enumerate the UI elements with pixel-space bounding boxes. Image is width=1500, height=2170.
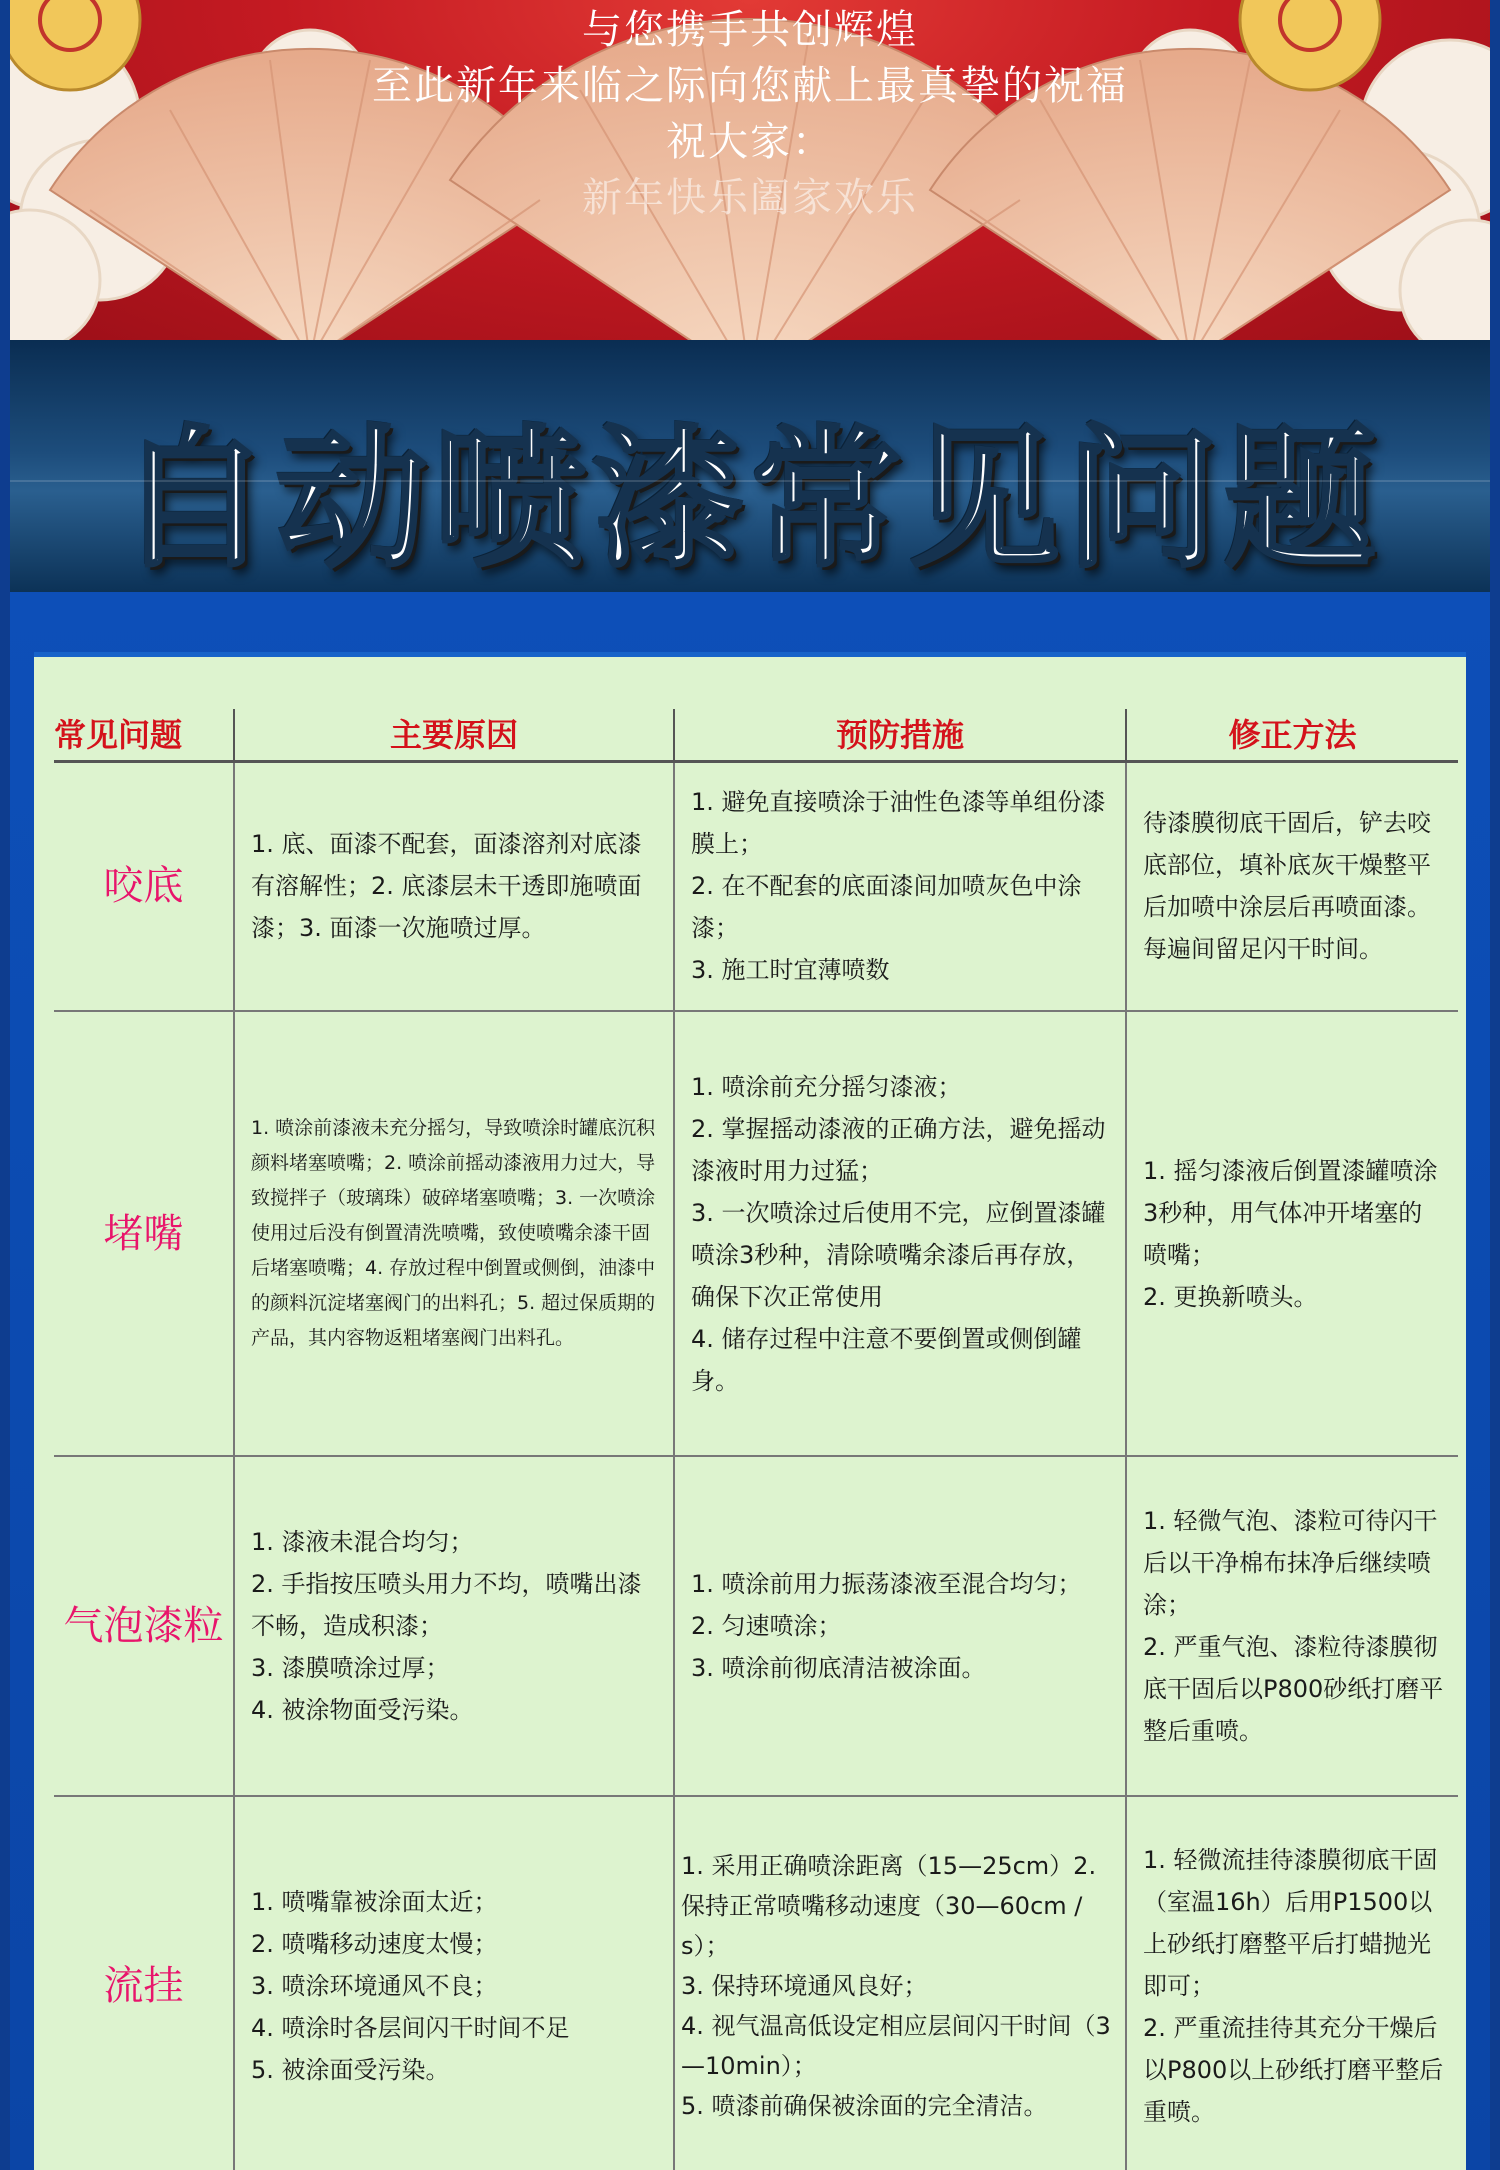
- causes-cell: 1. 喷涂前漆液未充分摇匀，导致喷涂时罐底沉积颜料堵塞喷嘴；2. 喷涂前摇动漆液用力过大，导致搅拌子（玻璃珠）破碎堵塞喷嘴；3. 一次喷涂使用过后没有倒置清洗喷嘴，致使喷嘴余漆干固后堵塞喷嘴；4. 存放过程中倒置或侧倒，油漆中的颜料沉淀堵塞阀门的出料孔；5. 超过保质期的产品，其内容物返粗堵塞阀门出料孔。: [234, 1011, 674, 1456]
- prevention-item: 2. 匀速喷涂；: [691, 1612, 842, 1640]
- fix-item: 1. 摇匀漆液后倒置漆罐喷涂3秒种，用气体冲开堵塞的喷嘴；: [1143, 1156, 1438, 1269]
- table-row: [54, 761, 1458, 1011]
- greeting-line-4: 新年快乐阖家欢乐: [582, 175, 918, 221]
- faq-card: [34, 652, 1466, 2170]
- issue-cell: 流挂: [54, 1796, 234, 2170]
- prevention-item: 2. 掌握摇动漆液的正确方法，避免摇动漆液时用力过猛；: [691, 1114, 1106, 1185]
- causes-cell: 1. 底、面漆不配套，面漆溶剂对底漆有溶解性；2. 底漆层未干透即施喷面漆；3. 面漆一次施喷过厚。: [234, 761, 674, 1011]
- cause-item: 4. 喷涂时各层间闪干时间不足: [251, 2013, 570, 2042]
- header-fix: 修正方法: [1126, 709, 1458, 761]
- table-row: [54, 1456, 1458, 1796]
- prevention-item: 3. 保持环境通风良好；: [681, 1971, 928, 2000]
- cause-item: 4. 被涂物面受污染。: [251, 1696, 474, 1724]
- cause-item: 2. 手指按压喷头用力不均，喷嘴出漆不畅，造成积漆；: [251, 1570, 642, 1640]
- table-row: [54, 1011, 1458, 1456]
- prevention-cell: [674, 1011, 1126, 1456]
- cause-item: 1. 漆液未混合均匀；: [251, 1528, 474, 1556]
- greeting-line-1: 与您携手共创辉煌: [582, 7, 918, 53]
- table-header-row: [54, 709, 1458, 761]
- greeting-line-3: 祝大家：: [666, 119, 834, 165]
- new-year-banner: [10, 0, 1490, 340]
- causes-cell: [234, 1796, 674, 2170]
- prevention-item: 4. 储存过程中注意不要倒置或侧倒罐身。: [691, 1324, 1082, 1395]
- fix-item: 2. 严重流挂待其充分干燥后以P800以上砂纸打磨平整后重喷。: [1143, 2013, 1444, 2126]
- causes-cell: [234, 1456, 674, 1796]
- header-causes: 主要原因: [234, 709, 674, 761]
- prevention-cell: [674, 761, 1126, 1011]
- prevention-cell: [674, 1796, 1126, 2170]
- fix-cell: [1126, 1796, 1458, 2170]
- prevention-item: 1. 避免直接喷涂于油性色漆等单组份漆膜上；: [691, 788, 1106, 859]
- greeting-line-2: 至此新年来临之际向您献上最真挚的祝福: [372, 63, 1128, 109]
- prevention-item: 5. 喷漆前确保被涂面的完全清洁。: [681, 2091, 1048, 2120]
- faq-panel: [10, 592, 1490, 2170]
- cause-item: 2. 喷嘴移动速度太慢；: [251, 1929, 498, 1958]
- cause-item: 5. 被涂面受污染。: [251, 2055, 450, 2084]
- fix-item: 1. 轻微流挂待漆膜彻底干固（室温16h）后用P1500以上砂纸打磨整平后打蜡抛光即可；: [1143, 1845, 1438, 2000]
- fix-item: 2. 严重气泡、漆粒待漆膜彻底干固后以P800砂纸打磨平整后重喷。: [1143, 1633, 1444, 1745]
- faq-table: [54, 709, 1458, 2170]
- fix-cell: [1126, 1011, 1458, 1456]
- fix-cell: 待漆膜彻底干固后，铲去咬底部位，填补底灰干燥整平后加喷中涂层后再喷面漆。每遍间留足闪干时间。: [1126, 761, 1458, 1011]
- cause-item: 3. 漆膜喷涂过厚；: [251, 1654, 450, 1682]
- table-row: [54, 1796, 1458, 2170]
- title-band: [10, 340, 1490, 592]
- cause-item: 3. 喷涂环境通风不良；: [251, 1971, 498, 2000]
- fix-item: 2. 更换新喷头。: [1143, 1282, 1318, 1311]
- prevention-item: 3. 施工时宜薄喷数: [691, 956, 890, 985]
- prevention-item: 3. 喷涂前彻底清洁被涂面。: [691, 1654, 986, 1682]
- fix-item: 1. 轻微气泡、漆粒可待闪干后以干净棉布抹净后继续喷涂；: [1143, 1507, 1438, 1619]
- prevention-item: 4. 视气温高低设定相应层间闪干时间（3—10min）；: [681, 2011, 1111, 2080]
- header-issue: 常见问题: [54, 709, 234, 761]
- fix-cell: [1126, 1456, 1458, 1796]
- prevention-item: 2. 在不配套的底面漆间加喷灰色中涂漆；: [691, 872, 1082, 943]
- issue-cell: 咬底: [54, 761, 234, 1011]
- issue-cell: 气泡漆粒: [54, 1456, 234, 1796]
- prevention-item: 1. 采用正确喷涂距离（15—25cm）2. 保持正常喷嘴移动速度（30—60cm / s）；: [681, 1851, 1097, 1960]
- greeting-text: [10, 0, 1490, 226]
- prevention-item: 1. 喷涂前用力振荡漆液至混合均匀；: [691, 1570, 1082, 1598]
- issue-cell: 堵嘴: [54, 1011, 234, 1456]
- header-prevention: 预防措施: [674, 709, 1126, 761]
- prevention-item: 1. 喷涂前充分摇匀漆液；: [691, 1072, 962, 1101]
- cause-item: 1. 喷嘴靠被涂面太近；: [251, 1887, 498, 1916]
- page-title: 自动喷漆常见问题: [118, 411, 1382, 588]
- prevention-item: 3. 一次喷涂过后使用不完，应倒置漆罐喷涂3秒种，清除喷嘴余漆后再存放，确保下次正常使用: [691, 1198, 1106, 1311]
- prevention-cell: [674, 1456, 1126, 1796]
